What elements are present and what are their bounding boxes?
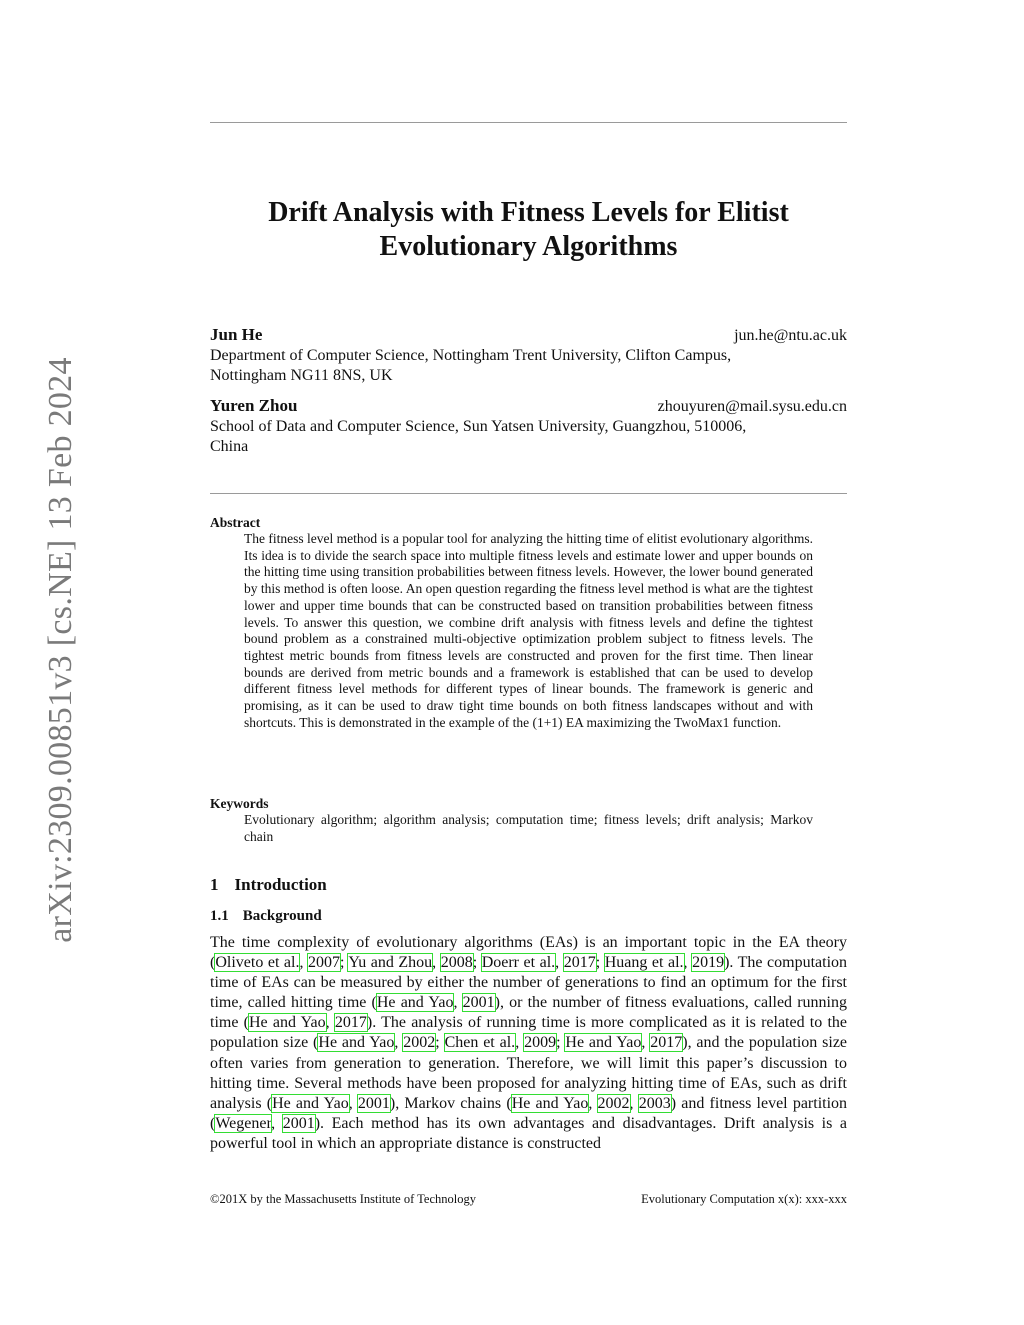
author-affiliation-line: Nottingham NG11 8NS, UK [210,367,393,384]
page-footer [210,1192,847,1207]
footer-journal: Evolutionary Computation x(x): xxx-xxx [641,1192,847,1206]
body-text-run: ; [472,954,482,972]
citation-link[interactable]: 2002 [597,1094,630,1112]
citation-link[interactable]: 2008 [440,954,473,972]
body-text-run: ). The analysis of running time is more complicated as it is related to the population size ( [210,1014,848,1052]
body-text-run: , [325,1014,335,1032]
body-text-run: , [271,1114,283,1132]
citation-link[interactable]: 2001 [462,994,495,1012]
section-number: 1 [210,875,219,894]
footer-copyright: ©201X by the Massachusetts Institute of Technology [210,1192,476,1206]
body-text-run: ; [435,1034,445,1052]
citation-link[interactable]: Yu and Zhou [348,954,433,972]
citation-link[interactable]: 2007 [308,954,341,972]
citation-link[interactable]: Doerr et al. [481,954,556,972]
subsection-heading [210,908,322,925]
body-paragraph [210,933,847,1154]
body-text-run: ), or the number of fitness evaluations, called running time ( [210,994,847,1032]
citation-link[interactable]: He and Yao [248,1014,326,1032]
body-text-run: ) and fitness level partition ( [210,1094,848,1132]
body-text-run: , [588,1094,598,1112]
keywords-section [210,795,847,845]
author-name: Yuren Zhou [210,396,298,415]
author-name: Jun He [210,325,263,344]
section-title: Introduction [234,875,327,894]
abstract-text: The fitness level method is a popular tool for analyzing the hitting time of elitist evolutionary algorithms. Its idea is to divide the search space into multiple fitness levels and estimate lower and upper bounds on the hitting time using transition probabilities between fitness levels. However, the lower bound generated by this method is often loose. An open question regarding the fitness level method is what are the tightest lower and upper time bounds that can be constructed based on transition probabilities between fitness levels. To answer this question, we combine drift analysis with fitness levels and define the tightest bound problem as a constrained multi-objective optimization problem subject to fitness levels. The tightest metric bounds from fitness levels are constructed and proven for the first time. Then linear bounds are derived from metric bounds and a framework is established that can be used to develop different fitness level methods for different types of linear bounds. The framework is generic and promising, as it can be used to draw tight time bounds on both fitness landscapes without and with shortcuts. This is demonstrated in the example of the (1+1) EA maximizing the TwoMax1 function. [244,531,813,730]
citation-link[interactable]: 2017 [650,1034,683,1052]
body-text-run: , [515,1034,525,1052]
section-heading [210,875,327,895]
body-text-run: , [629,1094,639,1112]
subsection-title: Background [242,908,322,924]
citation-link[interactable]: 2017 [563,954,596,972]
author-affiliation-line: Department of Computer Science, Nottingham Trent University, Clifton Campus, [210,347,732,364]
author-2 [210,396,847,457]
body-text-run: ), Markov chains ( [389,1094,512,1112]
abstract-label: Abstract [210,515,261,530]
citation-link[interactable]: 2001 [357,1094,390,1112]
body-text-run: ). The computation time of EAs can be measured by either the number of generations to find an optimum for the first time, called hitting time ( [210,954,848,1012]
abstract-top-rule [210,493,847,494]
body-text-run: ; [595,954,605,972]
author-affiliation-line: School of Data and Computer Science, Sun Yatsen University, Guangzhou, 510006, [210,418,747,435]
keywords-text: Evolutionary algorithm; algorithm analysis; computation time; fitness levels; drift analysis; Markov chain [244,812,813,844]
body-text-run: ; [340,954,349,972]
citation-link[interactable]: 2019 [692,954,725,972]
citation-link[interactable]: 2002 [403,1034,436,1052]
author-block [210,325,847,467]
subsection-number: 1.1 [210,908,229,924]
body-text-run: The time complexity of evolutionary algorithms (EAs) is an important topic in the EA theory ( [210,934,847,972]
citation-link[interactable]: 2003 [638,1094,671,1112]
title-line-2: Evolutionary Algorithms [379,231,678,262]
citation-link[interactable]: Oliveto et al. [215,954,300,972]
body-text-run: , [299,954,309,972]
body-text-run: , [683,954,693,972]
citation-link[interactable]: 2017 [334,1014,367,1032]
author-email[interactable]: jun.he@ntu.ac.uk [734,327,847,344]
citation-link[interactable]: Chen et al. [444,1034,516,1052]
citation-link[interactable]: 2001 [282,1114,315,1132]
arxiv-identifier-stamp [43,355,79,945]
body-text-run: , [348,1094,358,1112]
body-text-run: , [555,954,564,972]
arxiv-id-text: arXiv:2309.00851v3 [cs.NE] 13 Feb 2024 [42,357,79,943]
author-1 [210,325,847,386]
body-text-run: , [641,1034,651,1052]
citation-link[interactable]: He and Yao [272,1094,349,1112]
citation-link[interactable]: Huang et al. [604,954,684,972]
body-text-run: ), and the population size often varies from generation to generation. Therefore, we will limit this paper’s discussion to hitting time. Several methods have been proposed for analyzing hitting time of EAs, such as drift analysis ( [210,1034,848,1112]
title-line-1: Drift Analysis with Fitness Levels for Elitist [268,197,789,228]
body-text-run: , [432,954,441,972]
citation-link[interactable]: He and Yao [511,1094,589,1112]
paper-title [210,196,847,264]
citation-link[interactable]: He and Yao [376,994,454,1012]
author-email[interactable]: zhouyuren@mail.sysu.edu.cn [657,398,847,415]
citation-link[interactable]: Wegener [215,1114,272,1132]
body-text-run: , [394,1034,404,1052]
keywords-label: Keywords [210,796,269,811]
top-rule [210,122,847,123]
body-text-run: ; [556,1034,566,1052]
author-affiliation-line: China [210,438,249,455]
abstract-section [210,514,847,731]
body-text-run: , [453,994,463,1012]
citation-link[interactable]: 2009 [524,1034,557,1052]
body-text-run: ). Each method has its own advantages and disadvantages. Drift analysis is a powerful tool in which an appropriate distance is constructed [210,1114,848,1152]
citation-link[interactable]: He and Yao [565,1034,642,1052]
citation-link[interactable]: He and Yao [318,1034,395,1052]
